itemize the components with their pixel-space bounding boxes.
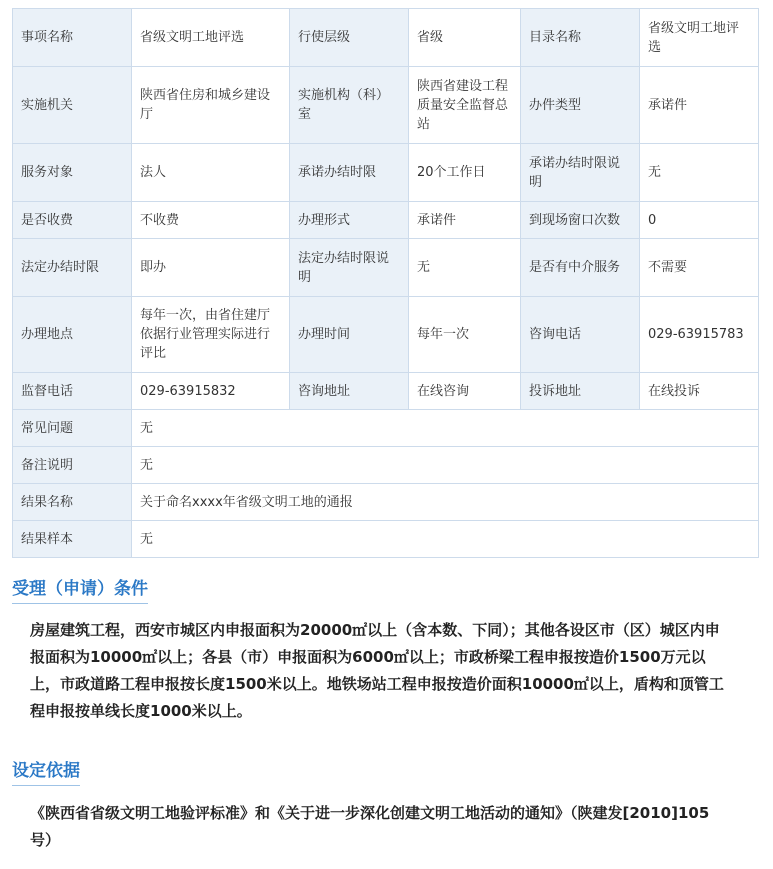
table-row <box>13 297 759 373</box>
table-row <box>13 521 759 558</box>
result-name-value: 关于命名xxxx年省级文明工地的通报 <box>132 484 759 521</box>
handling-location-value: 每年一次，由省住建厅依据行业管理实际进行评比 <box>132 297 290 373</box>
complaint-address-value: 在线投诉 <box>640 373 759 410</box>
legal-time-note-value: 无 <box>409 239 521 297</box>
faq-label: 常见问题 <box>13 410 132 447</box>
promised-time-note-label: 承诺办结时限说明 <box>521 144 640 202</box>
consult-address-label: 咨询地址 <box>290 373 409 410</box>
implementing-office-label: 实施机构（科）室 <box>290 67 409 144</box>
item-name-label: 事项名称 <box>13 9 132 67</box>
exercise-level-value: 省级 <box>409 9 521 67</box>
fee-label: 是否收费 <box>13 202 132 239</box>
conditions-text: 房屋建筑工程，西安市城区内申报面积为20000㎡以上（含本数、下同）；其他各设区市（区）城区内申报面积为10000㎡以上；各县（市）申报面积为6000㎡以上；市政桥梁工程申报按造价1500万元以上，市政道路工程申报按长度1500米以上。地铁场站工程申报按造价面积10000㎡以上，盾构和顶管工程申报按单线长度1000米以上。 <box>30 621 724 720</box>
supervision-phone-label: 监督电话 <box>13 373 132 410</box>
complaint-address-label: 投诉地址 <box>521 373 640 410</box>
handling-form-value: 承诺件 <box>409 202 521 239</box>
promised-time-note-value: 无 <box>640 144 759 202</box>
table-row <box>13 9 759 67</box>
conditions-heading: 受理（申请）条件 <box>12 578 148 604</box>
promised-time-limit-label: 承诺办结时限 <box>290 144 409 202</box>
consult-address-value: 在线咨询 <box>409 373 521 410</box>
exercise-level-label: 行使层级 <box>290 9 409 67</box>
case-type-value: 承诺件 <box>640 67 759 144</box>
table-row <box>13 144 759 202</box>
intermediary-service-value: 不需要 <box>640 239 759 297</box>
legal-time-limit-value: 即办 <box>132 239 290 297</box>
result-name-label: 结果名称 <box>13 484 132 521</box>
table-row <box>13 484 759 521</box>
table-row <box>13 202 759 239</box>
catalog-name-label: 目录名称 <box>521 9 640 67</box>
intermediary-service-label: 是否有中介服务 <box>521 239 640 297</box>
result-sample-value: 无 <box>132 521 759 558</box>
item-name-value: 省级文明工地评选 <box>132 9 290 67</box>
window-visits-label: 到现场窗口次数 <box>521 202 640 239</box>
consult-phone-label: 咨询电话 <box>521 297 640 373</box>
handling-location-label: 办理地点 <box>13 297 132 373</box>
implementing-authority-label: 实施机关 <box>13 67 132 144</box>
remarks-value: 无 <box>132 447 759 484</box>
table-row <box>13 67 759 144</box>
implementing-authority-value: 陕西省住房和城乡建设厅 <box>132 67 290 144</box>
fee-value: 不收费 <box>132 202 290 239</box>
service-target-value: 法人 <box>132 144 290 202</box>
handling-form-label: 办理形式 <box>290 202 409 239</box>
handling-time-value: 每年一次 <box>409 297 521 373</box>
implementing-office-value: 陕西省建设工程质量安全监督总站 <box>409 67 521 144</box>
case-type-label: 办件类型 <box>521 67 640 144</box>
promised-time-limit-value: 20个工作日 <box>409 144 521 202</box>
catalog-name-value: 省级文明工地评选 <box>640 9 759 67</box>
remarks-label: 备注说明 <box>13 447 132 484</box>
table-row <box>13 373 759 410</box>
table-row <box>13 410 759 447</box>
window-visits-value: 0 <box>640 202 759 239</box>
basis-heading: 设定依据 <box>12 760 80 786</box>
basis-text: 《陕西省省级文明工地验评标准》和《关于进一步深化创建文明工地活动的通知》（陕建发[2010]105号） <box>30 804 710 849</box>
service-target-label: 服务对象 <box>13 144 132 202</box>
consult-phone-value: 029-63915783 <box>640 297 759 373</box>
handling-time-label: 办理时间 <box>290 297 409 373</box>
legal-time-limit-label: 法定办结时限 <box>13 239 132 297</box>
legal-time-note-label: 法定办结时限说明 <box>290 239 409 297</box>
table-row <box>13 447 759 484</box>
result-sample-label: 结果样本 <box>13 521 132 558</box>
supervision-phone-value: 029-63915832 <box>132 373 290 410</box>
faq-value: 无 <box>132 410 759 447</box>
service-info-table <box>12 8 759 558</box>
table-row <box>13 239 759 297</box>
